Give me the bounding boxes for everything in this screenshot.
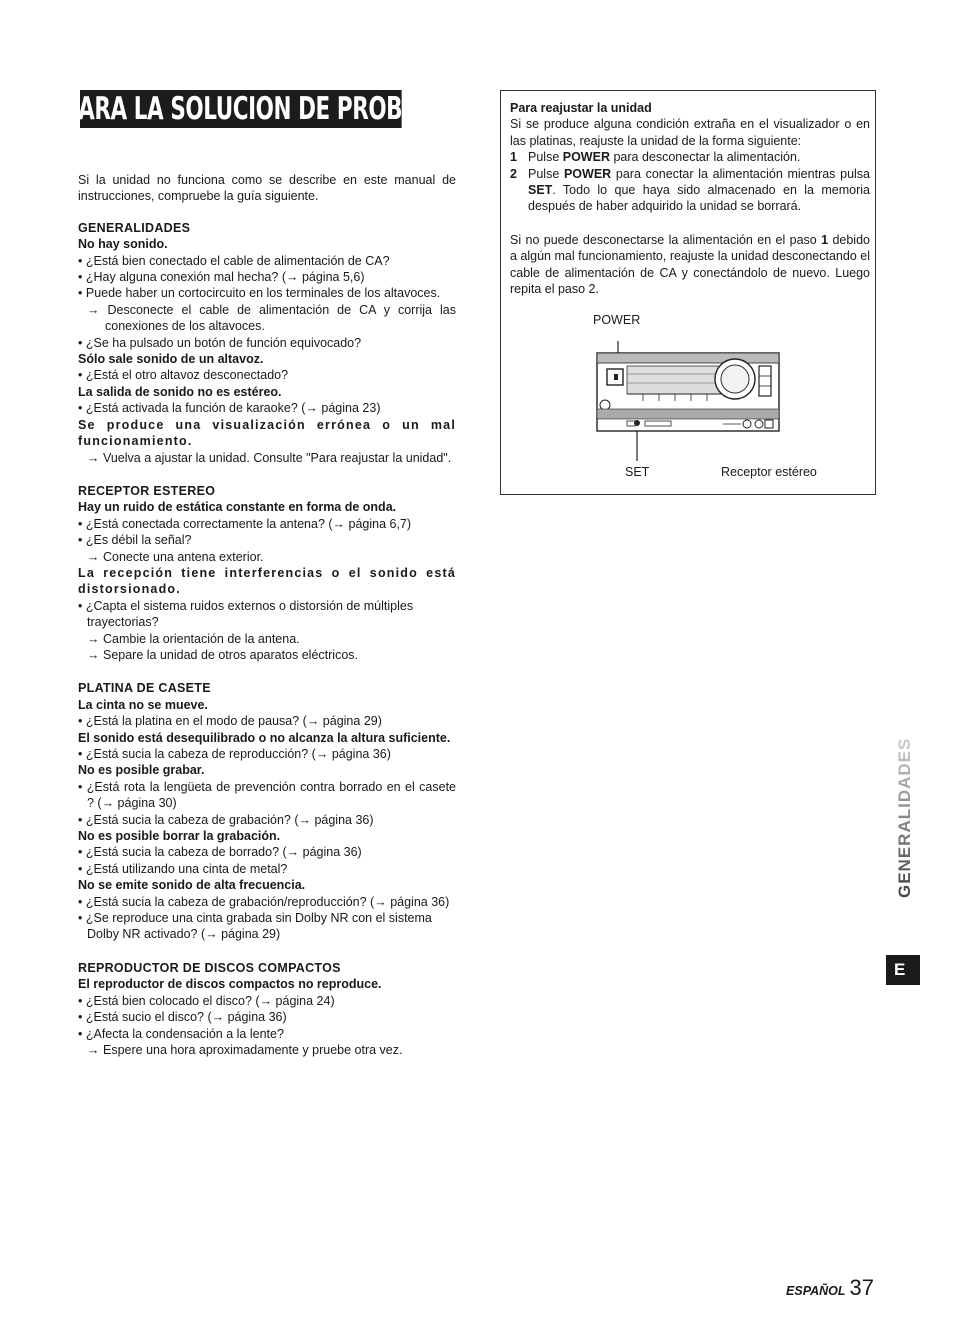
receiver-label: Receptor estéreo: [721, 465, 817, 479]
footer-language: ESPAÑOL: [786, 1284, 846, 1298]
list-item: • Puede haber un cortocircuito en los terminales de los altavoces.: [78, 286, 441, 301]
list-item: • ¿Se ha pulsado un botón de función equivocado?: [78, 335, 362, 350]
page-number: 37: [849, 1275, 874, 1300]
issue-head: Se produce una visualización errónea o un mal funcionamiento.: [78, 417, 456, 449]
remedy-item: → Conecte una antena exterior.: [87, 549, 264, 564]
issue-head: No es posible grabar.: [78, 763, 205, 778]
reset-step: 2 Pulse POWER para conectar la alimentación mientras pulsa SET. Todo lo que haya sido almacenado en la memoria después de haber adquirido la unidad se borrará.: [510, 166, 870, 214]
remedy-item: → Cambie la orientación de la antena.: [87, 631, 300, 646]
list-item: • ¿Está bien colocado el disco? (→ página 24): [78, 993, 335, 1008]
section-head-cd: REPRODUCTOR DE DISCOS COMPACTOS: [78, 960, 341, 975]
remedy-item: → Desconecte el cable de alimentación de CA y corrija las conexiones de los altavoces.: [87, 302, 456, 334]
issue-head: No hay sonido.: [78, 237, 168, 252]
reset-note: Si no puede desconectarse la alimentación en el paso 1 debido a algún mal funcionamiento, reajuste la unidad desconectando el cable de alimentación de CA y conectándolo de nuevo. Luego repita el paso 2.: [510, 232, 870, 297]
issue-head: La salida de sonido no es estéreo.: [78, 384, 282, 399]
list-item: • ¿Está el otro altavoz desconectado?: [78, 368, 289, 383]
list-item: • ¿Está sucia la cabeza de borrado? (→ página 36): [78, 845, 362, 860]
list-item: • ¿Afecta la condensación a la lente?: [78, 1026, 284, 1041]
side-tab-label: GENERALIDADES: [893, 738, 917, 898]
list-item: • ¿Está rota la lengüeta de prevención contra borrado en el casete ? (→ página 30): [78, 779, 456, 811]
reset-step: 1 Pulse POWER para desconectar la alimentación.: [510, 150, 801, 165]
list-item: • ¿Es débil la señal?: [78, 533, 192, 548]
reset-box: [500, 90, 876, 495]
power-label: POWER: [593, 313, 641, 327]
issue-head: Hay un ruido de estática constante en forma de onda.: [78, 500, 397, 515]
section-head-receptor: RECEPTOR ESTEREO: [78, 483, 216, 498]
stereo-receiver-illustration: [593, 341, 783, 461]
issue-head: No es posible borrar la grabación.: [78, 829, 281, 844]
reset-head: Para reajustar la unidad: [510, 101, 652, 115]
page-title: GUIA PARA LA SOLUCION DE PROBLEMAS: [0, 89, 482, 127]
issue-head: La cinta no se mueve.: [78, 697, 208, 712]
section-head-generalidades: GENERALIDADES: [78, 220, 191, 235]
remedy-item: → Separe la unidad de otros aparatos eléctricos.: [87, 647, 359, 662]
section-head-platina: PLATINA DE CASETE: [78, 681, 211, 696]
list-item: • ¿Está sucia la cabeza de reproducción? (→ página 36): [78, 747, 391, 761]
list-item: • ¿Está sucio el disco? (→ página 36): [78, 1010, 287, 1025]
list-item: • ¿Está bien conectado el cable de alimentación de CA?: [78, 253, 390, 268]
issue-head: No se emite sonido de alta frecuencia.: [78, 878, 306, 893]
set-label: SET: [625, 465, 650, 479]
page-footer: [786, 1275, 874, 1300]
left-column: [78, 172, 456, 1058]
remedy-item: → Espere una hora aproximadamente y pruebe otra vez.: [87, 1042, 403, 1057]
list-item: • ¿Está sucia la cabeza de grabación? (→ página 36): [78, 812, 374, 827]
list-item: • ¿Está conectada correctamente la antena? (→ página 6,7): [78, 516, 412, 531]
list-item: • ¿Está sucia la cabeza de grabación/reproducción? (→ página 36): [78, 894, 450, 909]
issue-head: Sólo sale sonido de un altavoz.: [78, 352, 264, 367]
section-side-tab: [893, 738, 917, 898]
reset-intro: Si se produce alguna condición extraña en el visualizador o en las platinas, reajuste la unidad de la forma siguiente:: [510, 117, 870, 148]
issue-head: La recepción tiene interferencias o el sonido está distorsionado.: [78, 565, 456, 597]
list-item: • ¿Está la platina en el modo de pausa? (→ página 29): [78, 714, 382, 729]
list-item: • ¿Está utilizando una cinta de metal?: [78, 861, 288, 876]
language-badge: E: [886, 955, 920, 985]
list-item: • ¿Hay alguna conexión mal hecha? (→ página 5,6): [78, 270, 365, 285]
list-item: • ¿Capta el sistema ruidos externos o distorsión de múltiples trayectorias?: [78, 598, 414, 630]
list-item: • ¿Está activada la función de karaoke? (→ página 23): [78, 401, 381, 416]
issue-head: El sonido está desequilibrado o no alcanza la altura suficiente.: [78, 730, 451, 745]
list-item: • ¿Se reproduce una cinta grabada sin Dolby NR con el sistema Dolby NR activado? (→ página 29): [78, 911, 432, 942]
intro-paragraph: Si la unidad no funciona como se describe en este manual de instrucciones, compruebe la guía siguiente.: [78, 173, 456, 204]
remedy-item: → Vuelva a ajustar la unidad. Consulte "Para reajustar la unidad".: [87, 450, 452, 465]
issue-head: El reproductor de discos compactos no reproduce.: [78, 977, 382, 992]
